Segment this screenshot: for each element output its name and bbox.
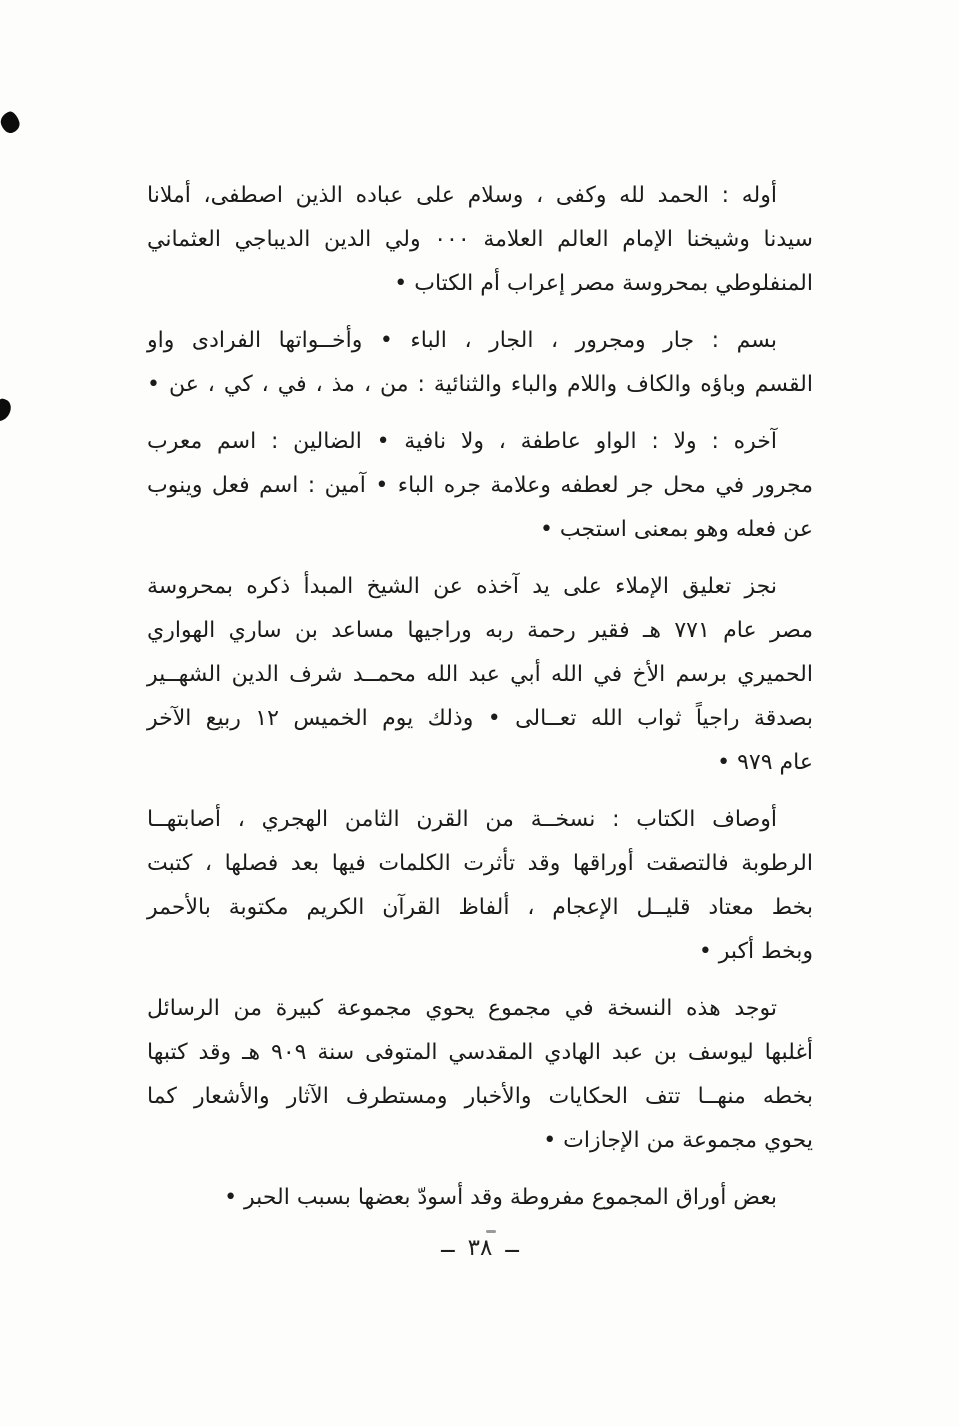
paragraph xyxy=(147,798,813,974)
text-line: الحميري برسم الأخ في الله أبي عبد الله محمــد شرف الدين الشهــير xyxy=(147,662,813,687)
text-line: سيدنا وشيخنا الإمام العالم العلامة ٠٠٠ ولي الدين الديباجي العثماني xyxy=(147,227,813,252)
paragraph xyxy=(147,1176,813,1220)
text-line: آخره : ولا : الواو عاطفة ، ولا نافية • الضالين : اسم معرب xyxy=(147,429,777,454)
paragraph xyxy=(147,319,813,407)
text-line: نجز تعليق الإملاء على يد آخذه عن الشيخ المبدأ ذكره بمحروسة xyxy=(147,574,777,599)
text-line: أوله : الحمد لله وكفى ، وسلام على عباده الذين اصطفى، أملانا xyxy=(147,183,777,208)
paragraph xyxy=(147,174,813,306)
paragraph xyxy=(147,420,813,552)
text-line: بخط معتاد قليــل الإعجام ، ألفاظ القرآن الكريم مكتوبة بالأحمر xyxy=(147,895,813,920)
text-line: أغلبها ليوسف بن عبد الهادي المقدسي المتوفى سنة ٩٠٩ هـ وقد كتبها xyxy=(147,1040,814,1065)
paragraph xyxy=(147,565,813,785)
text-line: القسم وباؤه والكاف واللام والباء والثنائية : من ، مذ ، في ، كي ، عن • xyxy=(147,372,813,397)
text-line: عن فعله وهو بمعنى استجب • xyxy=(539,517,813,542)
text-line: بعض أوراق المجموع مفروطة وقد أسودّ بعضها بسبب الحبر • xyxy=(224,1185,777,1210)
text-line: بخطه منهــا تتف الحكايات والأخبار ومستطرف الآثار والأشعار كما xyxy=(147,1084,813,1109)
page-number-dash: ــ xyxy=(505,1232,519,1258)
text-line: يحوي مجموعة من الإجازات • xyxy=(543,1128,813,1153)
ink-blob-artifact xyxy=(0,397,14,424)
text-line: بسم : جار ومجرور ، الجار ، الباء • وأخــواتها الفرادى واو xyxy=(147,328,777,353)
page-number-dash: ــ xyxy=(441,1232,455,1258)
page-number-value: ٣٨ xyxy=(467,1235,493,1261)
text-line: المنفلوطي بمحروسة مصر إعراب أم الكتاب • xyxy=(394,271,813,296)
text-line: مصر عام ٧٧١ هـ فقير رحمة ربه وراجيها مساعد بن ساري الهواري xyxy=(147,618,813,643)
text-line: أوصاف الكتاب : نسخــة من القرن الثامن الهجري ، أصابتهــا xyxy=(147,807,777,832)
text-line: الرطوبة فالتصقت أوراقها وقد تأثرت الكلمات فيها بعد فصلها ، كتبت xyxy=(147,851,813,876)
paragraph xyxy=(147,987,813,1163)
text-line: مجرور في محل جر لعطفه وعلامة جره الباء • آمين : اسم فعل وينوب xyxy=(147,473,813,498)
text-line: توجد هذه النسخة في مجموع يحوي مجموعة كبيرة من الرسائل xyxy=(147,996,777,1021)
text-line: وبخط أكبر • xyxy=(698,939,813,964)
document-text xyxy=(147,174,813,1233)
page-number xyxy=(147,1226,813,1270)
ink-blob-artifact xyxy=(0,110,22,136)
text-line: عام ٩٧٩ • xyxy=(717,750,813,775)
text-line: بصدقة راجياً ثواب الله تعــالى • وذلك يوم الخميس ١٢ ربيع الآخر xyxy=(147,706,813,731)
